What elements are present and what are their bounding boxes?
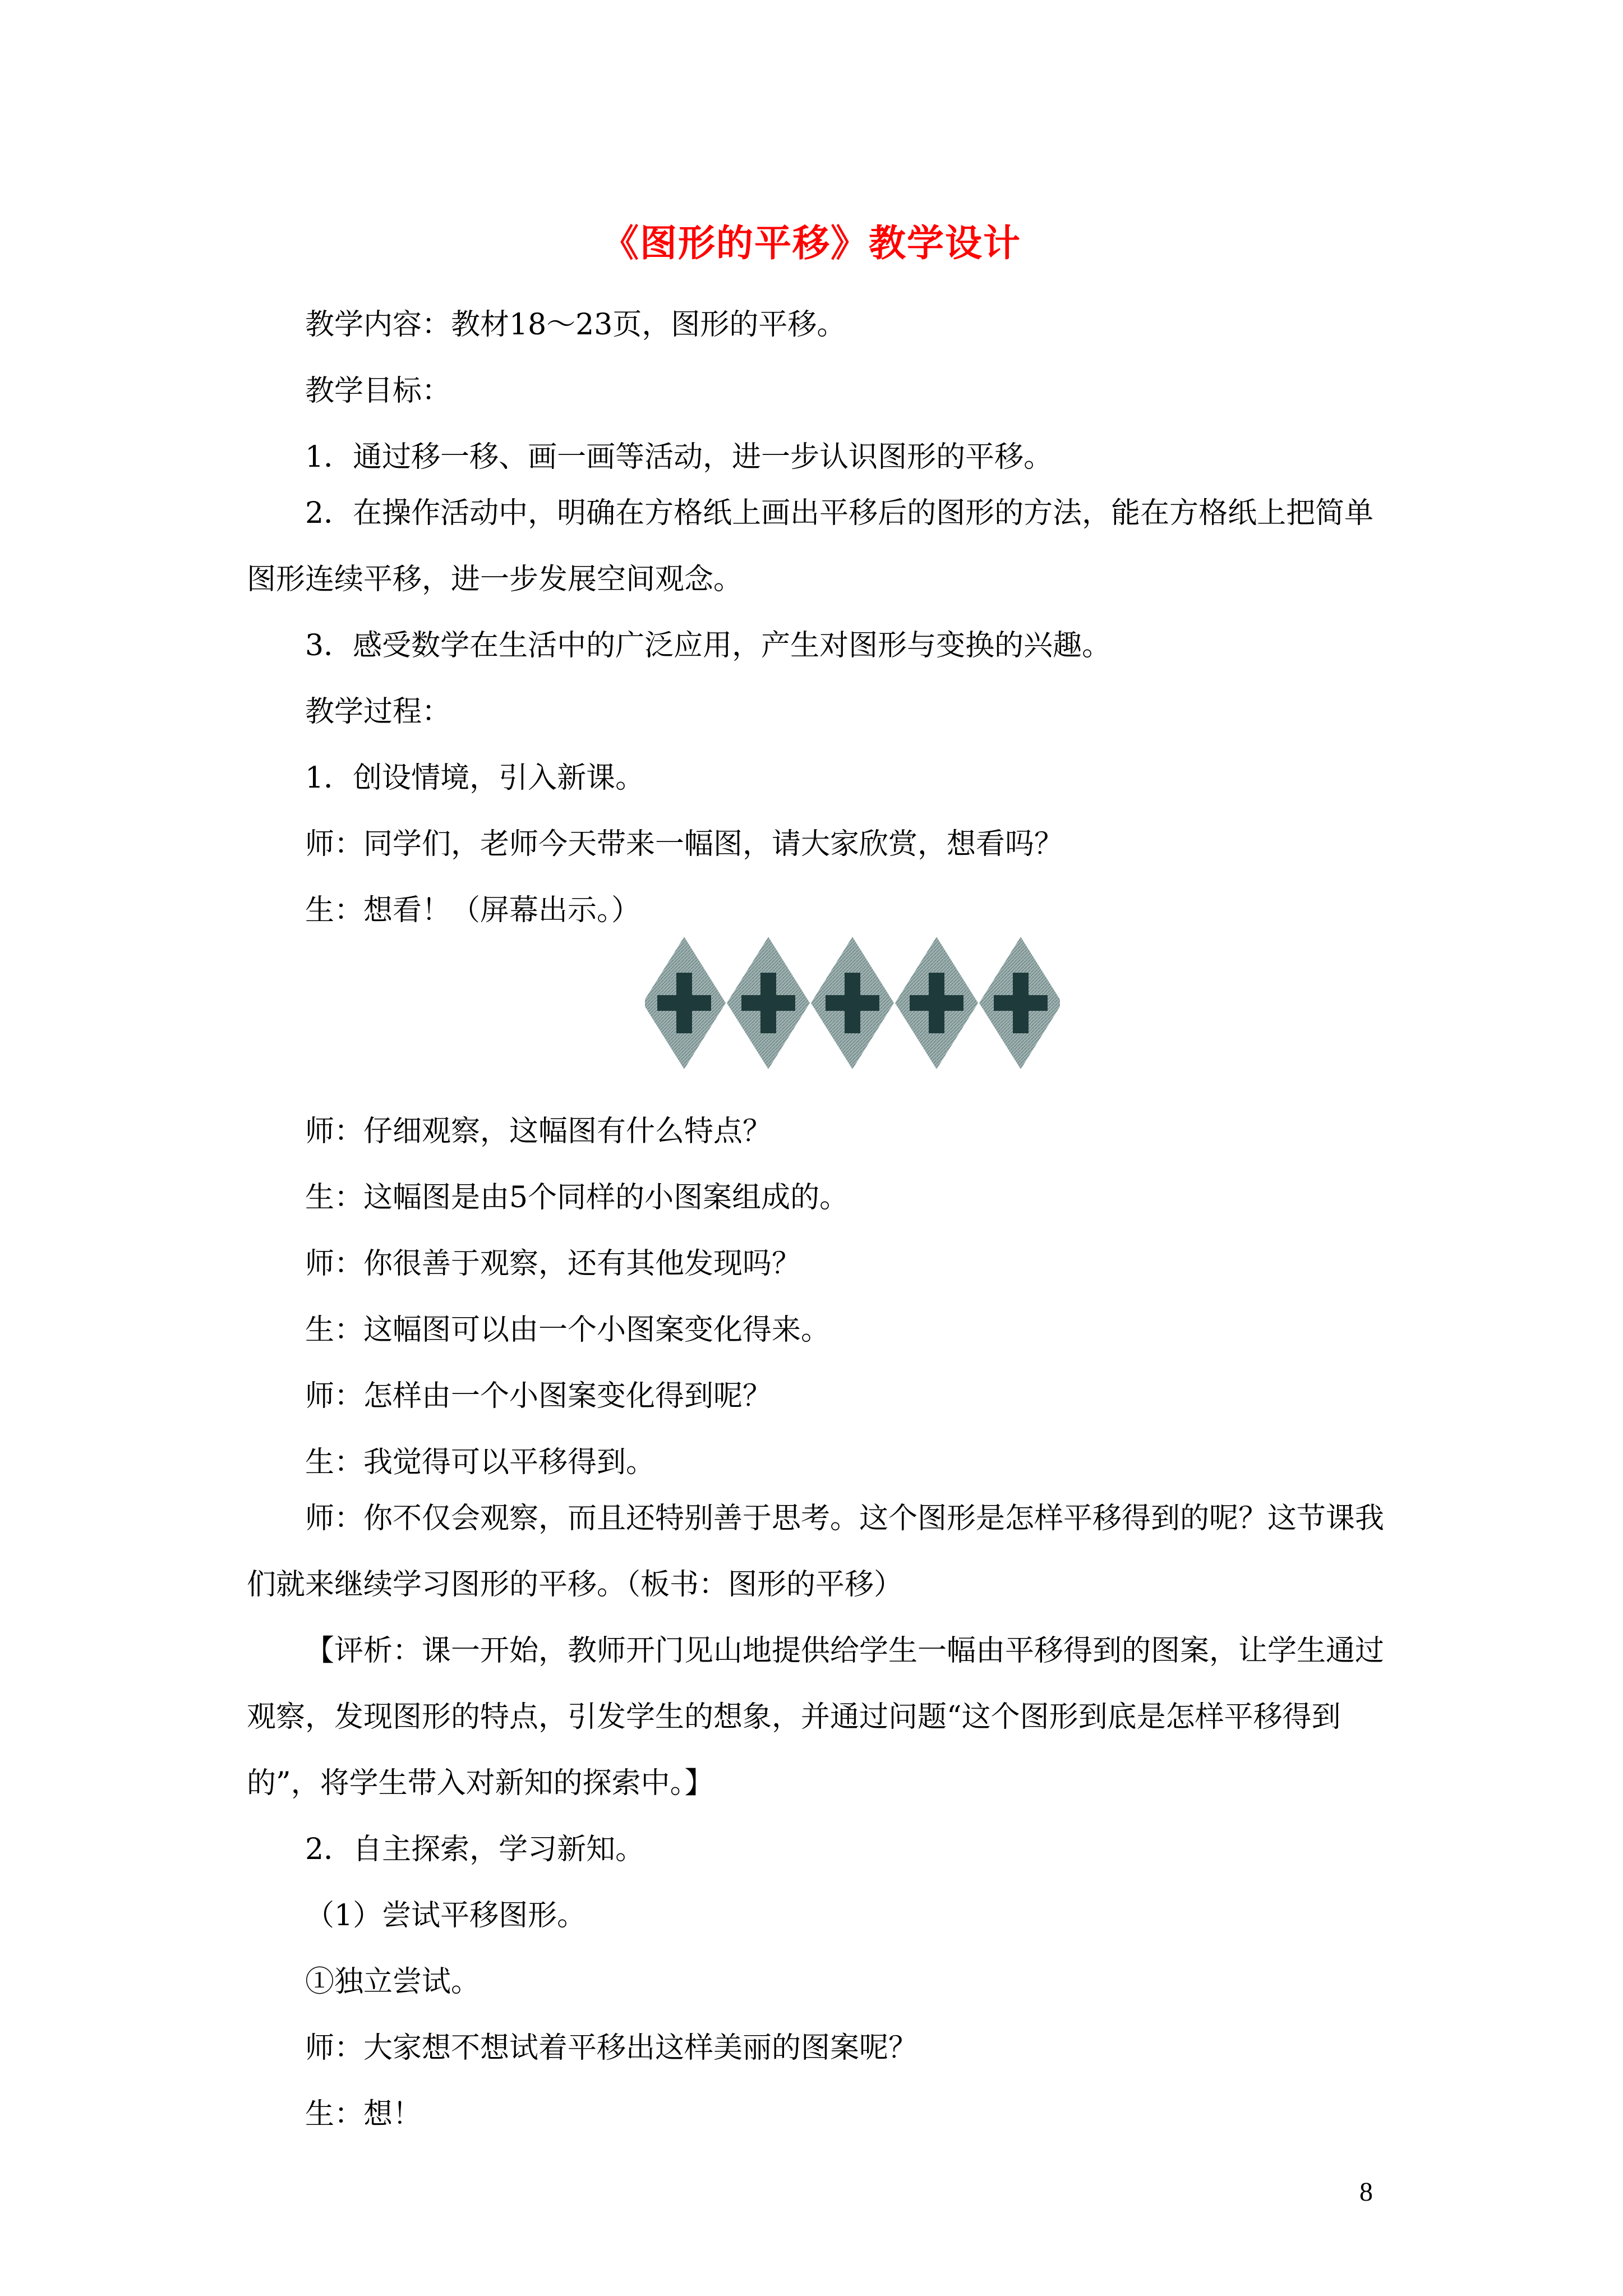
paragraph-goals-heading: 教学目标： xyxy=(305,374,451,408)
paragraph-dialogue: 生：想！ xyxy=(305,2097,422,2131)
document-title: 《图形的平移》教学设计 xyxy=(602,222,1021,265)
pattern-tile-5 xyxy=(979,937,1060,1069)
paragraph-goal-3: 3．感受数学在生活中的广泛应用，产生对图形与变换的兴趣。 xyxy=(305,629,1112,662)
paragraph-goal-2: 2．在操作活动中，明确在方格纸上画出平移后的图形的方法，能在方格纸上把简单图形连续平移，进一步发展空间观念。 xyxy=(247,496,1374,596)
paragraph-goal-1: 1．通过移一移、画一画等活动，进一步认识图形的平移。 xyxy=(305,440,1053,474)
pattern-tile-1 xyxy=(645,937,726,1069)
paragraph-dialogue: 生：这幅图是由5个同样的小图案组成的。 xyxy=(305,1181,849,1214)
paragraph-commentary: 【评析：课一开始，教师开门见山地提供给学生一幅由平移得到的图案，让学生通过观察，发现图形的特点，引发学生的想象，并通过问题“这个图形到底是怎样平移得到的”，将学生带入对新知的探索中。】 xyxy=(247,1634,1385,1800)
paragraph-substep: ①独立尝试。 xyxy=(305,1965,481,1999)
page-number: 8 xyxy=(1359,2177,1373,2207)
paragraph-dialogue: 生：我觉得可以平移得到。 xyxy=(305,1446,656,1479)
pattern-tile-4 xyxy=(895,937,978,1069)
paragraph-dialogue: 师：你很善于观察，还有其他发现吗？ xyxy=(305,1247,801,1281)
paragraph-dialogue: 师：你不仅会观察，而且还特别善于思考。这个图形是怎样平移得到的呢？这节课我们就来继续学习图形的平移。（板书：图形的平移） xyxy=(247,1502,1385,1602)
paragraph-dialogue: 师：仔细观察，这幅图有什么特点？ xyxy=(305,1115,772,1148)
pattern-tile-2 xyxy=(727,937,810,1069)
paragraph-step-1: 1．创设情境，引入新课。 xyxy=(305,761,645,795)
paragraph-dialogue: 师：怎样由一个小图案变化得到呢？ xyxy=(305,1379,772,1413)
paragraph-dialogue: 生：这幅图可以由一个小图案变化得来。 xyxy=(305,1313,831,1347)
paragraph-dialogue: 师：同学们，老师今天带来一幅图，请大家欣赏，想看吗？ xyxy=(305,827,1064,861)
paragraph-step-2: 2．自主探索，学习新知。 xyxy=(305,1833,645,1866)
paragraph-content: 教学内容：教材18～23页，图形的平移。 xyxy=(305,308,846,342)
paragraph-dialogue: 生：想看！（屏幕出示。） xyxy=(305,894,641,927)
paragraph-process-heading: 教学过程： xyxy=(305,695,451,729)
diamond-cross-pattern xyxy=(645,936,1060,1070)
paragraph-dialogue: 师：大家想不想试着平移出这样美丽的图案呢？ xyxy=(305,2031,918,2065)
paragraph-substep: （1）尝试平移图形。 xyxy=(305,1899,587,1932)
pattern-tile-3 xyxy=(811,937,894,1069)
